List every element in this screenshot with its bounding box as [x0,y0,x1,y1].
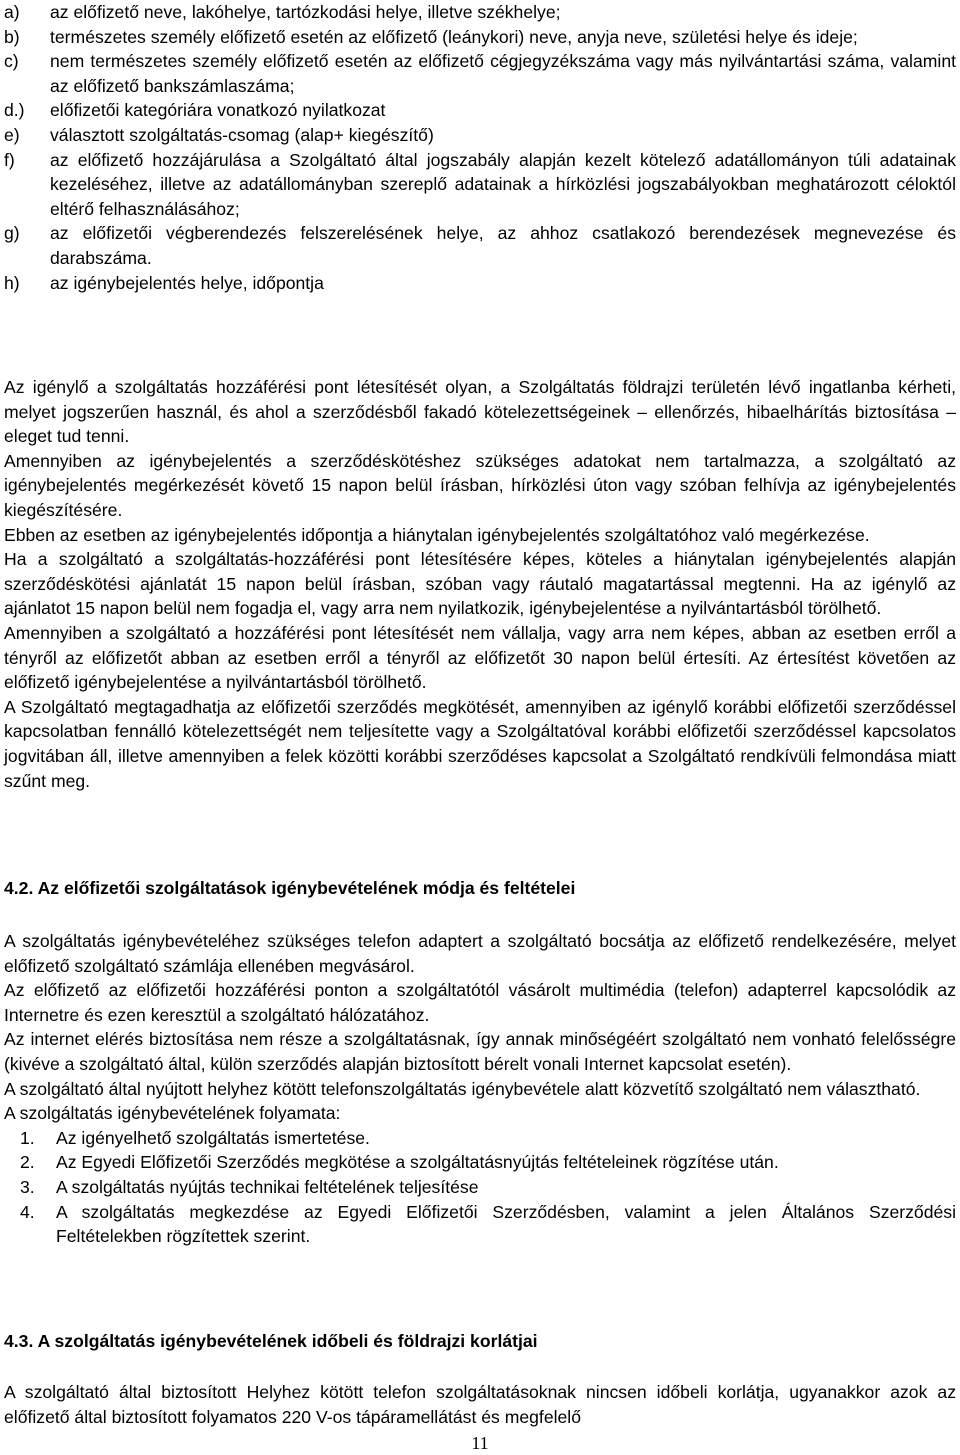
paragraph: Ha a szolgáltató a szolgáltatás-hozzáférési pont létesítésére képes, köteles a hiánytalan igénybejelentés alapján szerződéskötési ajánlatát 15 napon belül írásban, szóban vagy ráutaló magatartással megtenni. Ha az igénylő az ajánlatot 15 napon belül nem fogadja el, vagy arra nem nyilatkozik, igénybejelentése a nyilvántartásból törölhető. [4,549,956,619]
list-item-f: f) az előfizető hozzájárulása a Szolgáltató által jogszabály alapján kezelt kötelező adatállományon túli adatainak kezeléséhez, illetve az adatállományban szereplő adatainak a hírközlési jogszabályokban meghatározott céloktól eltérő felhasználásához; [4,149,956,219]
request-paragraphs [4,375,956,793]
list-item-c: c) nem természetes személy előfizető esetén az előfizető cégjegyzékszáma vagy más nyilvántartási száma, valamint az előfizető bankszámlaszáma; [4,51,956,96]
paragraph: Amennyiben az igénybejelentés a szerződéskötéshez szükséges adatokat nem tartalmazza, a szolgáltató az igénybejelentés megérkezését követő 15 napon belül írásban, hírközlési úton vagy szóban felhívja az igénybejelentés kiegészítésére. [4,450,956,520]
process-steps-list [4,1126,956,1249]
list-item-b: b) természetes személy előfizető esetén az előfizető (leánykori) neve, anyja neve, születési helye és ideje; [4,26,858,47]
process-step: 1. Az igényelhető szolgáltatás ismertetése. [20,1127,370,1148]
list-item-e: e) választott szolgáltatás-csomag (alap+ kiegészítő) [4,124,434,145]
list-item-h: h) az igénybejelentés helye, időpontja [4,272,324,293]
paragraph: A szolgáltatás igénybevételéhez szükséges telefon adaptert a szolgáltató bocsátja az előfizető rendelkezésére, melyet előfizető szolgáltató számlája ellenében megvásárol. [4,931,956,976]
list-item-g: g) az előfizetői végberendezés felszerelésének helye, az ahhoz csatlakozó berendezések megnevezése és darabszáma. [4,223,956,268]
section-heading-4-3: 4.3. A szolgáltatás igénybevételének időbeli és földrajzi korlátjai [4,1331,538,1351]
paragraph: Amennyiben a szolgáltató a hozzáférési pont létesítését nem vállalja, vagy arra nem képes, abban az esetben erről a tényről az előfizetőt abban az esetben erről a tényről az előfizetőt 30 napon belül értesíti. Az értesítést követően az előfizető igénybejelentése a nyilvántartásból törölhető. [4,622,956,693]
paragraph: Az előfizető az előfizetői hozzáférési ponton a szolgáltatótól vásárolt multimédia (telefon) adapterrel kapcsolódik az Internetre és ezen keresztül a szolgáltató hálózatához. [4,980,956,1025]
paragraph: Az internet elérés biztosítása nem része a szolgáltatásnak, így annak minőségéért szolgáltató nem vonható felelősségre (kivéve a szolgáltató által, külön szerződés alapján biztosított bérelt vonali Internet kapcsolat esetén). [4,1029,956,1074]
paragraph: Ebben az esetben az igénybejelentés időpontja a hiánytalan igénybejelentés szolgáltatóhoz való megérkezése. [4,524,870,545]
list-item-a: a) az előfizető neve, lakóhelye, tartózkodási helye, illetve székhelye; [4,2,561,22]
page-number: 11 [471,1433,489,1453]
paragraph: A Szolgáltató megtagadhatja az előfizetői szerződés megkötését, amennyiben az igénylő korábbi előfizetői szerződéssel kapcsolatban fennálló kötelezettségét nem teljesítette vagy a Szolgáltatóval korábbi előfizetői szerződéssel kapcsolatos jogvitában áll, illetve amennyiben a felek közötti korábbi szerződéses kapcsolat a Szolgáltató rendkívüli felmondása miatt szűnt meg. [4,696,956,791]
paragraph: A szolgáltató által nyújtott helyhez kötött telefonszolgáltatás igénybevétele alatt közvetítő szolgáltató nem választható. [4,1078,921,1099]
paragraph: A szolgáltató által biztosított Helyhez kötött telefon szolgáltatásoknak nincsen időbeli korlátja, ugyanakkor azok az előfizető által biztosított folyamatos 220 V-os tápáramellátást és megfelelő [4,1382,956,1427]
process-step: 3. A szolgáltatás nyújtás technikai feltételének teljesítése [20,1176,479,1197]
process-step: 4. A szolgáltatás megkezdése az Egyedi Előfizetői Szerződésben, valamint a jelen Általános Szerződési Feltételekben rögzítettek szerint. [20,1201,956,1247]
paragraph: Az igénylő a szolgáltatás hozzáférési pont létesítését olyan, a Szolgáltatás földrajzi területén lévő ingatlanba kérheti, melyet jogszerűen használ, és ahol a szerződésből fakadó kötelezettségeinek – ellenőrzés, hibaelhárítás biztosítása – eleget tud tenni. [4,377,956,447]
paragraph: A szolgáltatás igénybevételének folyamata: [4,1103,341,1124]
subscriber-data-list [4,0,956,295]
section-heading-4-2: 4.2. Az előfizetői szolgáltatások igénybevételének módja és feltételei [4,878,576,898]
service-use-paragraphs [4,929,956,1249]
list-item-d: d.) előfizetői kategóriára vonatkozó nyilatkozat [4,100,386,121]
process-step: 2. Az Egyedi Előfizetői Szerződés megkötése a szolgáltatásnyújtás feltételeinek rögzítése után. [20,1152,779,1173]
